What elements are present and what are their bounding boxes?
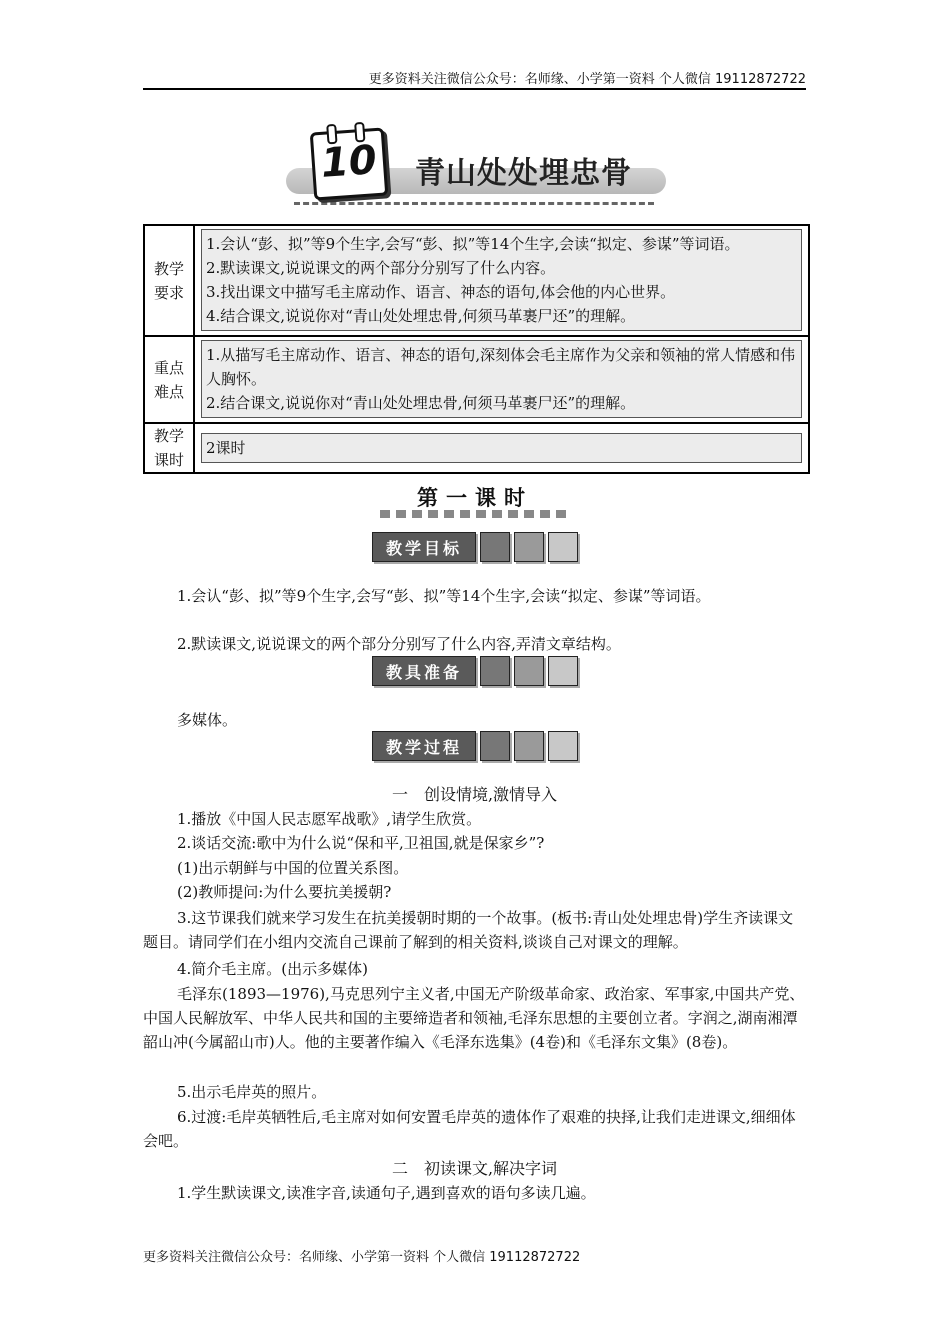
table-row <box>145 226 808 335</box>
paragraph: (1)出示朝鲜与中国的位置关系图。 <box>177 859 409 877</box>
tools-text: 多媒体。 <box>177 711 238 729</box>
lesson-title: 青山处处埋忠骨 <box>415 156 632 191</box>
lesson-number: 10 <box>319 137 379 187</box>
objective-1: 1.会认“彭、拟”等9个生字,会写“彭、拟”等14个生字,会读“拟定、参谋”等词语。 <box>177 587 711 605</box>
row-label: 教学 课时 <box>145 424 195 472</box>
heading-dots <box>380 510 570 518</box>
row-content: 1.从描写毛主席动作、语言、神态的语句,深刻体会毛主席作为父亲和领袖的常人情感和伟人胸怀。 2.结合课文,说说你对“青山处处埋忠骨,何须马革裹尸还”的理解。 <box>201 340 802 418</box>
title-banner <box>280 120 670 210</box>
info-table <box>143 224 810 474</box>
objective-2: 2.默读课文,说说课文的两个部分分别写了什么内容,弄清文章结构。 <box>177 635 621 653</box>
calendar-icon <box>310 128 389 201</box>
row-content: 2课时 <box>201 433 802 463</box>
header-text: 更多资料关注微信公众号：名师缘、小学第一资料 个人微信 19112872722 <box>368 72 806 87</box>
paragraph: 毛泽东(1893—1976),马克思列宁主义者,中国无产阶级革命家、政治家、军事家,中国共产党、中国人民解放军、中华人民共和国的主要缔造者和领袖,毛泽东思想的主要创立者。字润之,湖南湘潭韶山冲(今属韶山市)人。他的主要著作编入《毛泽东选集》(4卷)和《毛泽东文集》(8卷)。 <box>143 985 805 1051</box>
process-tag: 教学过程 <box>372 731 578 761</box>
objectives-tag: 教学目标 <box>372 532 578 562</box>
row-label: 教学 要求 <box>145 226 195 335</box>
paragraph: 1.播放《中国人民志愿军战歌》,请学生欣赏。 <box>177 810 482 828</box>
paragraph: 5.出示毛岸英的照片。 <box>177 1083 327 1101</box>
paragraph: (2)教师提问:为什么要抗美援朝? <box>177 883 392 901</box>
table-row <box>145 335 808 422</box>
page-header <box>143 66 806 90</box>
banner-divider <box>294 202 654 205</box>
paragraph: 2.谈话交流:歌中为什么说“保和平,卫祖国,就是保家乡”? <box>177 834 545 852</box>
tools-tag: 教具准备 <box>372 656 578 686</box>
table-row <box>145 422 808 472</box>
paragraph: 3.这节课我们就来学习发生在抗美援朝时期的一个故事。(板书:青山处处埋忠骨)学生齐读课文题目。请同学们在小组内交流自己课前了解到的相关资料,谈谈自己对课文的理解。 <box>143 909 794 951</box>
paragraph: 6.过渡:毛岸英牺牲后,毛主席对如何安置毛岸英的遗体作了艰难的抉择,让我们走进课文,细细体会吧。 <box>143 1108 796 1150</box>
page-footer: 更多资料关注微信公众号：名师缘、小学第一资料 个人微信 19112872722 <box>143 1250 581 1265</box>
section2-heading: 二 初读课文,解决字词 <box>391 1159 558 1178</box>
lesson-heading: 第一课时 <box>417 486 533 510</box>
row-content: 1.会认“彭、拟”等9个生字,会写“彭、拟”等14个生字,会读“拟定、参谋”等词语。 2.默读课文,说说课文的两个部分分别写了什么内容。 3.找出课文中描写毛主席动作、语言、神态的语句,体会他的内心世界。 4.结合课文,说说你对“青山处处埋忠骨,何须马革裹尸还”的理解。 <box>201 229 802 331</box>
row-label: 重点 难点 <box>145 337 195 422</box>
paragraph: 1.学生默读课文,读准字音,读通句子,遇到喜欢的语句多读几遍。 <box>177 1184 596 1202</box>
section1-heading: 一 创设情境,激情导入 <box>391 785 558 804</box>
paragraph: 4.简介毛主席。(出示多媒体) <box>177 960 369 978</box>
